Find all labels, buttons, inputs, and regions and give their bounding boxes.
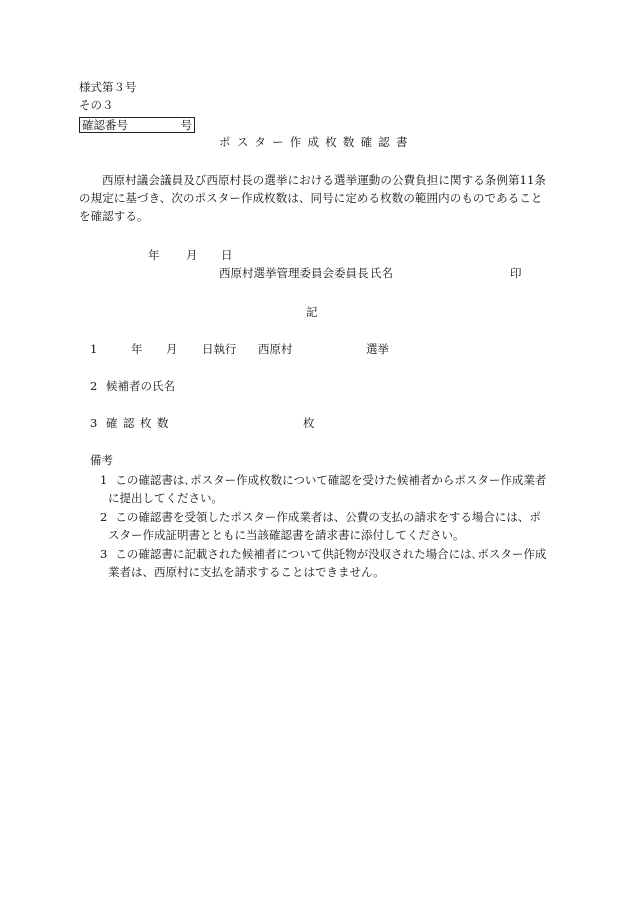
confirmation-number-label: 確認番号 — [82, 118, 128, 132]
item-2-number: 2 — [90, 379, 98, 393]
remark-note — [90, 545, 552, 581]
confirmation-number-box — [79, 117, 195, 133]
date-day-label: 日 — [221, 248, 233, 262]
item-3-suffix: 枚 — [303, 416, 315, 430]
ki-heading: 記 — [306, 305, 318, 319]
remark-note-text: この確認書は､ポスター作成枚数について確認を受けた候補者からポスター作成業者に提出してください。 — [108, 473, 547, 505]
item-3-number: 3 — [90, 416, 98, 430]
date-year-label: 年 — [148, 248, 160, 262]
item-3-label: 確認枚数 — [106, 416, 174, 430]
item-1-year-label: 年 — [131, 342, 143, 356]
remark-note-text: この確認書を受領したポスター作成業者は、公費の支払の請求をする場合には、ポスター作成証明書とともに当該確認書を請求書に添付してください。 — [108, 510, 541, 542]
remark-note — [90, 508, 552, 544]
date-month-label: 月 — [186, 248, 198, 262]
remarks-title: 備考 — [90, 453, 113, 467]
name-label: 氏名 — [370, 266, 393, 280]
remark-note-number: 2 — [100, 510, 108, 524]
confirmation-number-suffix: 号 — [180, 118, 192, 132]
form-number: 様式第３号 — [79, 80, 137, 94]
item-1-village: 西原村 — [258, 342, 293, 356]
remark-note-number: 1 — [100, 473, 108, 487]
remark-note-text: この確認書に記載された候補者について供託物が没収された場合には､ポスター作成業者は、西原村に支払を請求することはできません。 — [108, 547, 547, 579]
body-paragraph: 西原村議会議員及び西原村長の選挙における選挙運動の公費負担に関する条例第11条の規定に基づき、次のポスター作成枚数は、同号に定める枚数の範囲内のものであることを確認する。 — [79, 173, 547, 223]
item-1-number: 1 — [90, 342, 98, 356]
item-2-label: 候補者の氏名 — [106, 379, 175, 393]
remark-note-number: 3 — [100, 547, 108, 561]
committee-chair-title: 西原村選挙管理委員会委員長 — [219, 266, 369, 280]
item-1-day-label: 日執行 — [202, 342, 237, 356]
item-1-month-label: 月 — [166, 342, 178, 356]
sub-number: その３ — [79, 98, 114, 112]
seal-mark: 印 — [510, 266, 522, 280]
document-title: ポスター作成枚数確認書 — [219, 135, 414, 149]
item-1-election: 選挙 — [366, 342, 389, 356]
remark-note — [90, 471, 552, 507]
